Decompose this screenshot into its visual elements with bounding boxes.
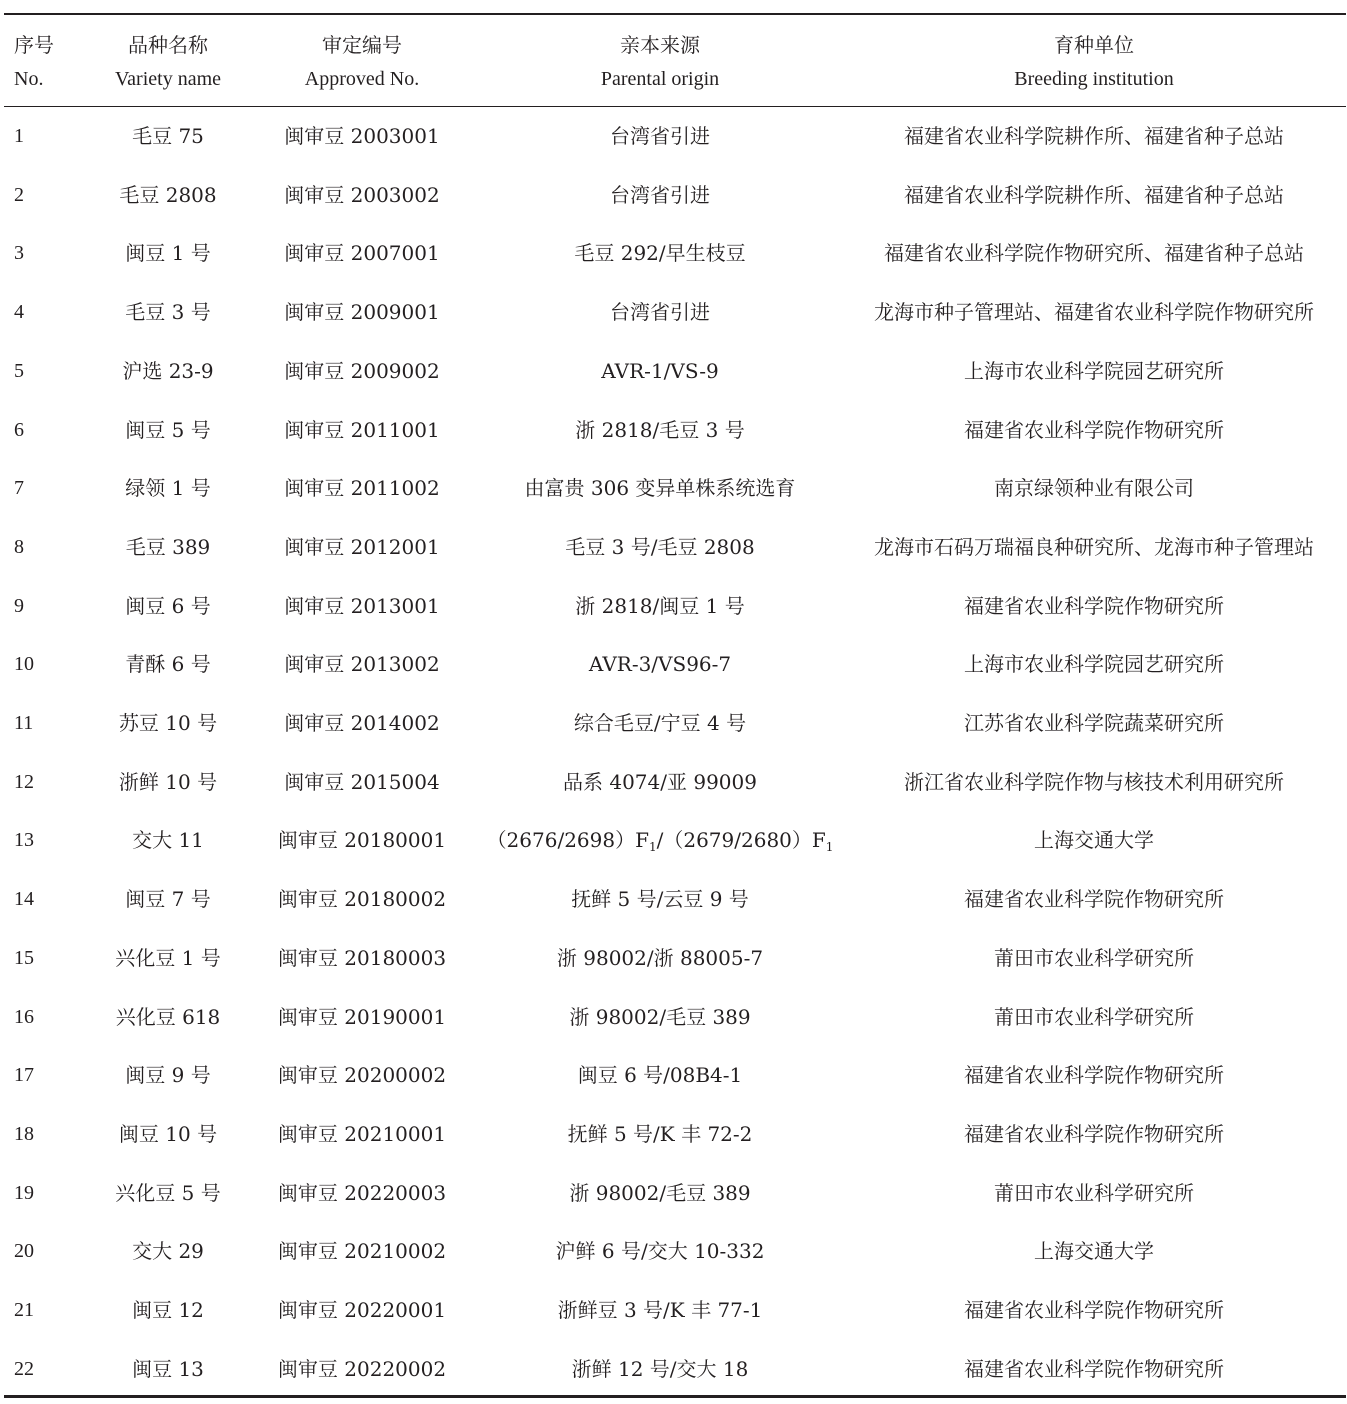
cell-breeding: 上海交通大学: [1034, 828, 1154, 853]
table-row: [0, 527, 1347, 567]
cell-parental: 毛豆 292/早生枝豆: [574, 241, 746, 266]
cell-breeding: 莆田市农业科学研究所: [994, 945, 1194, 970]
table-top-rule: [4, 13, 1346, 15]
header-approved-zh: 审定编号: [322, 33, 402, 57]
header-divider-rule: [4, 106, 1346, 107]
table-row: [0, 233, 1347, 273]
cell-parental: 台湾省引进: [610, 300, 710, 325]
cell-variety: 沪选 23-9: [122, 358, 214, 383]
cell-variety: 毛豆 2808: [119, 182, 217, 207]
cell-approved: 闽审豆 2007001: [284, 241, 440, 266]
cell-breeding: 浙江省农业科学院作物与核技术利用研究所: [904, 769, 1284, 794]
header-no-zh: 序号: [14, 33, 54, 57]
cell-variety: 闽豆 6 号: [125, 593, 211, 618]
cell-no: 15: [14, 946, 34, 969]
cell-breeding: 莆田市农业科学研究所: [994, 1180, 1194, 1205]
table-row: [0, 351, 1347, 391]
cell-variety: 浙鲜 10 号: [118, 769, 218, 794]
cell-no: 7: [14, 477, 24, 500]
cell-approved: 闽审豆 20220003: [277, 1180, 447, 1205]
cell-breeding: 福建省农业科学院作物研究所、福建省种子总站: [884, 241, 1304, 266]
cell-parental: 浙 98002/浙 88005-7: [556, 945, 764, 970]
cell-breeding: 福建省农业科学院作物研究所: [964, 1356, 1224, 1381]
cell-breeding: 福建省农业科学院作物研究所: [964, 1063, 1224, 1088]
cell-parental: 品系 4074/亚 99009: [563, 769, 757, 794]
table-row: [0, 1349, 1347, 1389]
cell-variety: 闽豆 1 号: [125, 241, 211, 266]
cell-parental: AVR-1/VS-9: [601, 358, 719, 383]
cell-parental: 浙 98002/毛豆 389: [569, 1180, 751, 1205]
cell-variety: 闽豆 12: [132, 1298, 204, 1322]
table-row: [0, 116, 1347, 156]
header-parental-zh: 亲本来源: [620, 33, 700, 57]
text-run: （2676/2698）F: [486, 828, 649, 853]
cell-approved: 闽审豆 20180001: [277, 828, 447, 853]
cell-no: 4: [14, 301, 24, 324]
cell-approved: 闽审豆 20180003: [277, 945, 447, 970]
table-row: [0, 1290, 1347, 1330]
table-row: [0, 1114, 1347, 1154]
header-approved: [262, 28, 462, 96]
cell-approved: 闽审豆 2011001: [284, 417, 440, 442]
header-no: [14, 28, 54, 96]
cell-breeding: 莆田市农业科学研究所: [994, 1004, 1194, 1029]
cell-breeding: 福建省农业科学院作物研究所: [964, 417, 1224, 442]
header-parental: [470, 28, 850, 96]
cell-parental: 毛豆 3 号/毛豆 2808: [565, 534, 755, 559]
cell-no: 11: [14, 712, 34, 734]
cell-no: 21: [14, 1299, 34, 1321]
cell-variety: 交大 29: [132, 1239, 204, 1264]
cell-no: 5: [14, 359, 24, 382]
table-row: [0, 644, 1347, 684]
cell-variety: 兴化豆 1 号: [115, 945, 221, 970]
table-row: [0, 820, 1347, 860]
cell-breeding: 福建省农业科学院耕作所、福建省种子总站: [904, 124, 1284, 148]
cell-breeding: 上海市农业科学院园艺研究所: [964, 358, 1224, 383]
cell-breeding: 龙海市石码万瑞福良种研究所、龙海市种子管理站: [874, 534, 1314, 559]
cell-approved: 闽审豆 2009002: [284, 358, 440, 383]
cell-breeding: 上海市农业科学院园艺研究所: [964, 652, 1224, 677]
cell-breeding: 南京绿领种业有限公司: [994, 476, 1194, 501]
cell-approved: 闽审豆 2011002: [284, 476, 440, 501]
cell-variety: 兴化豆 618: [115, 1004, 221, 1029]
cell-breeding: 江苏省农业科学院蔬菜研究所: [964, 711, 1224, 735]
cell-no: 19: [14, 1181, 34, 1204]
cell-approved: 闽审豆 2003001: [284, 124, 440, 148]
cell-variety: 闽豆 5 号: [125, 417, 211, 442]
table-row: [0, 762, 1347, 802]
cell-parental: 浙 98002/毛豆 389: [569, 1004, 751, 1029]
table-row: [0, 879, 1347, 919]
cell-variety: 绿领 1 号: [125, 476, 211, 501]
table-row: [0, 468, 1347, 508]
cell-approved: 闽审豆 2013001: [284, 593, 440, 618]
cell-approved: 闽审豆 20200002: [277, 1063, 447, 1088]
cell-parental: 闽豆 6 号/08B4-1: [577, 1063, 743, 1088]
cell-variety: 毛豆 75: [132, 124, 204, 148]
cell-parental: 由富贵 306 变异单株系统选育: [524, 476, 796, 501]
header-breeding-zh: 育种单位: [1054, 33, 1134, 57]
cell-parental: 台湾省引进: [610, 124, 710, 148]
cell-breeding: 福建省农业科学院耕作所、福建省种子总站: [904, 182, 1284, 207]
cell-parental: 浙鲜 12 号/交大 18: [571, 1356, 749, 1381]
table-row: [0, 703, 1347, 743]
subscript: 1: [825, 840, 834, 855]
cell-variety: 毛豆 389: [125, 534, 211, 559]
cell-variety: 毛豆 3 号: [125, 300, 211, 325]
cell-variety: 闽豆 7 号: [125, 887, 211, 912]
cell-breeding: 福建省农业科学院作物研究所: [964, 1121, 1224, 1146]
cell-no: 3: [14, 242, 24, 265]
cell-no: 14: [14, 888, 34, 911]
cell-approved: 闽审豆 20220001: [277, 1298, 447, 1322]
subscript: 1: [648, 840, 657, 855]
cell-variety: 闽豆 10 号: [118, 1121, 218, 1146]
text-run: /（2679/2680）F: [656, 828, 826, 853]
table-row: [0, 1055, 1347, 1095]
cell-no: 1: [14, 125, 24, 147]
cell-no: 10: [14, 653, 34, 676]
cell-no: 2: [14, 183, 24, 206]
cell-approved: 闽审豆 2003002: [284, 182, 440, 207]
table-row: [0, 938, 1347, 978]
cell-parental: 浙鲜豆 3 号/K 丰 77-1: [557, 1298, 763, 1322]
cell-approved: 闽审豆 20180002: [277, 887, 447, 912]
cell-approved: 闽审豆 2015004: [284, 769, 440, 794]
cell-no: 13: [14, 829, 34, 852]
cell-approved: 闽审豆 2009001: [284, 300, 440, 325]
header-approved-en: Approved No.: [304, 68, 420, 90]
cell-parental: 浙 2818/毛豆 3 号: [575, 417, 745, 442]
cell-approved: 闽审豆 2013002: [284, 652, 440, 677]
cell-parental: 综合毛豆/宁豆 4 号: [573, 711, 747, 735]
table-row: [0, 1231, 1347, 1271]
header-variety: [68, 28, 268, 96]
cell-no: 17: [14, 1064, 34, 1087]
cell-approved: 闽审豆 20190001: [277, 1004, 447, 1029]
cell-no: 18: [14, 1122, 34, 1145]
cell-parental: 台湾省引进: [610, 182, 710, 207]
cell-approved: 闽审豆 20210001: [277, 1121, 447, 1146]
cell-parental: 沪鲜 6 号/交大 10-332: [555, 1239, 765, 1264]
table-row: [0, 1173, 1347, 1213]
cell-breeding: 福建省农业科学院作物研究所: [964, 887, 1224, 912]
cell-no: 12: [14, 770, 34, 793]
cell-no: 9: [14, 594, 24, 617]
cell-approved: 闽审豆 20220002: [277, 1356, 447, 1381]
cell-variety: 苏豆 10 号: [118, 711, 218, 735]
cell-variety: 交大 11: [132, 828, 204, 853]
header-parental-en: Parental origin: [600, 68, 720, 90]
table-bottom-rule: [4, 1395, 1346, 1398]
cell-parental: 浙 2818/闽豆 1 号: [575, 593, 745, 618]
cell-parental: 抚鲜 5 号/K 丰 72-2: [567, 1121, 753, 1146]
cell-no: 6: [14, 418, 24, 441]
cell-breeding: 龙海市种子管理站、福建省农业科学院作物研究所: [874, 300, 1314, 325]
cell-variety: 青酥 6 号: [125, 652, 211, 677]
cell-approved: 闽审豆 2012001: [284, 534, 440, 559]
cell-no: 16: [14, 1005, 34, 1028]
cell-parental: AVR-3/VS96-7: [588, 652, 732, 677]
table-row: [0, 175, 1347, 215]
cell-breeding: 福建省农业科学院作物研究所: [964, 593, 1224, 618]
cell-variety: 闽豆 9 号: [125, 1063, 211, 1088]
cell-variety: 兴化豆 5 号: [115, 1180, 221, 1205]
header-breeding: [840, 28, 1347, 96]
cell-no: 20: [14, 1240, 34, 1263]
table-row: [0, 292, 1347, 332]
header-breeding-en: Breeding institution: [1014, 68, 1174, 90]
header-no-en: No.: [14, 68, 44, 90]
header-variety-zh: 品种名称: [128, 33, 208, 57]
cell-approved: 闽审豆 2014002: [284, 711, 440, 735]
cell-approved: 闽审豆 20210002: [277, 1239, 447, 1264]
table-row: [0, 997, 1347, 1037]
table-row: [0, 586, 1347, 626]
cell-no: 22: [14, 1357, 34, 1380]
header-variety-en: Variety name: [114, 68, 222, 90]
cell-breeding: 福建省农业科学院作物研究所: [964, 1298, 1224, 1322]
cell-variety: 闽豆 13: [132, 1356, 204, 1381]
table-row: [0, 410, 1347, 450]
cell-breeding: 上海交通大学: [1034, 1239, 1154, 1264]
cell-parental: [470, 820, 850, 860]
cell-no: 8: [14, 535, 24, 558]
cell-parental: 抚鲜 5 号/云豆 9 号: [571, 887, 749, 912]
